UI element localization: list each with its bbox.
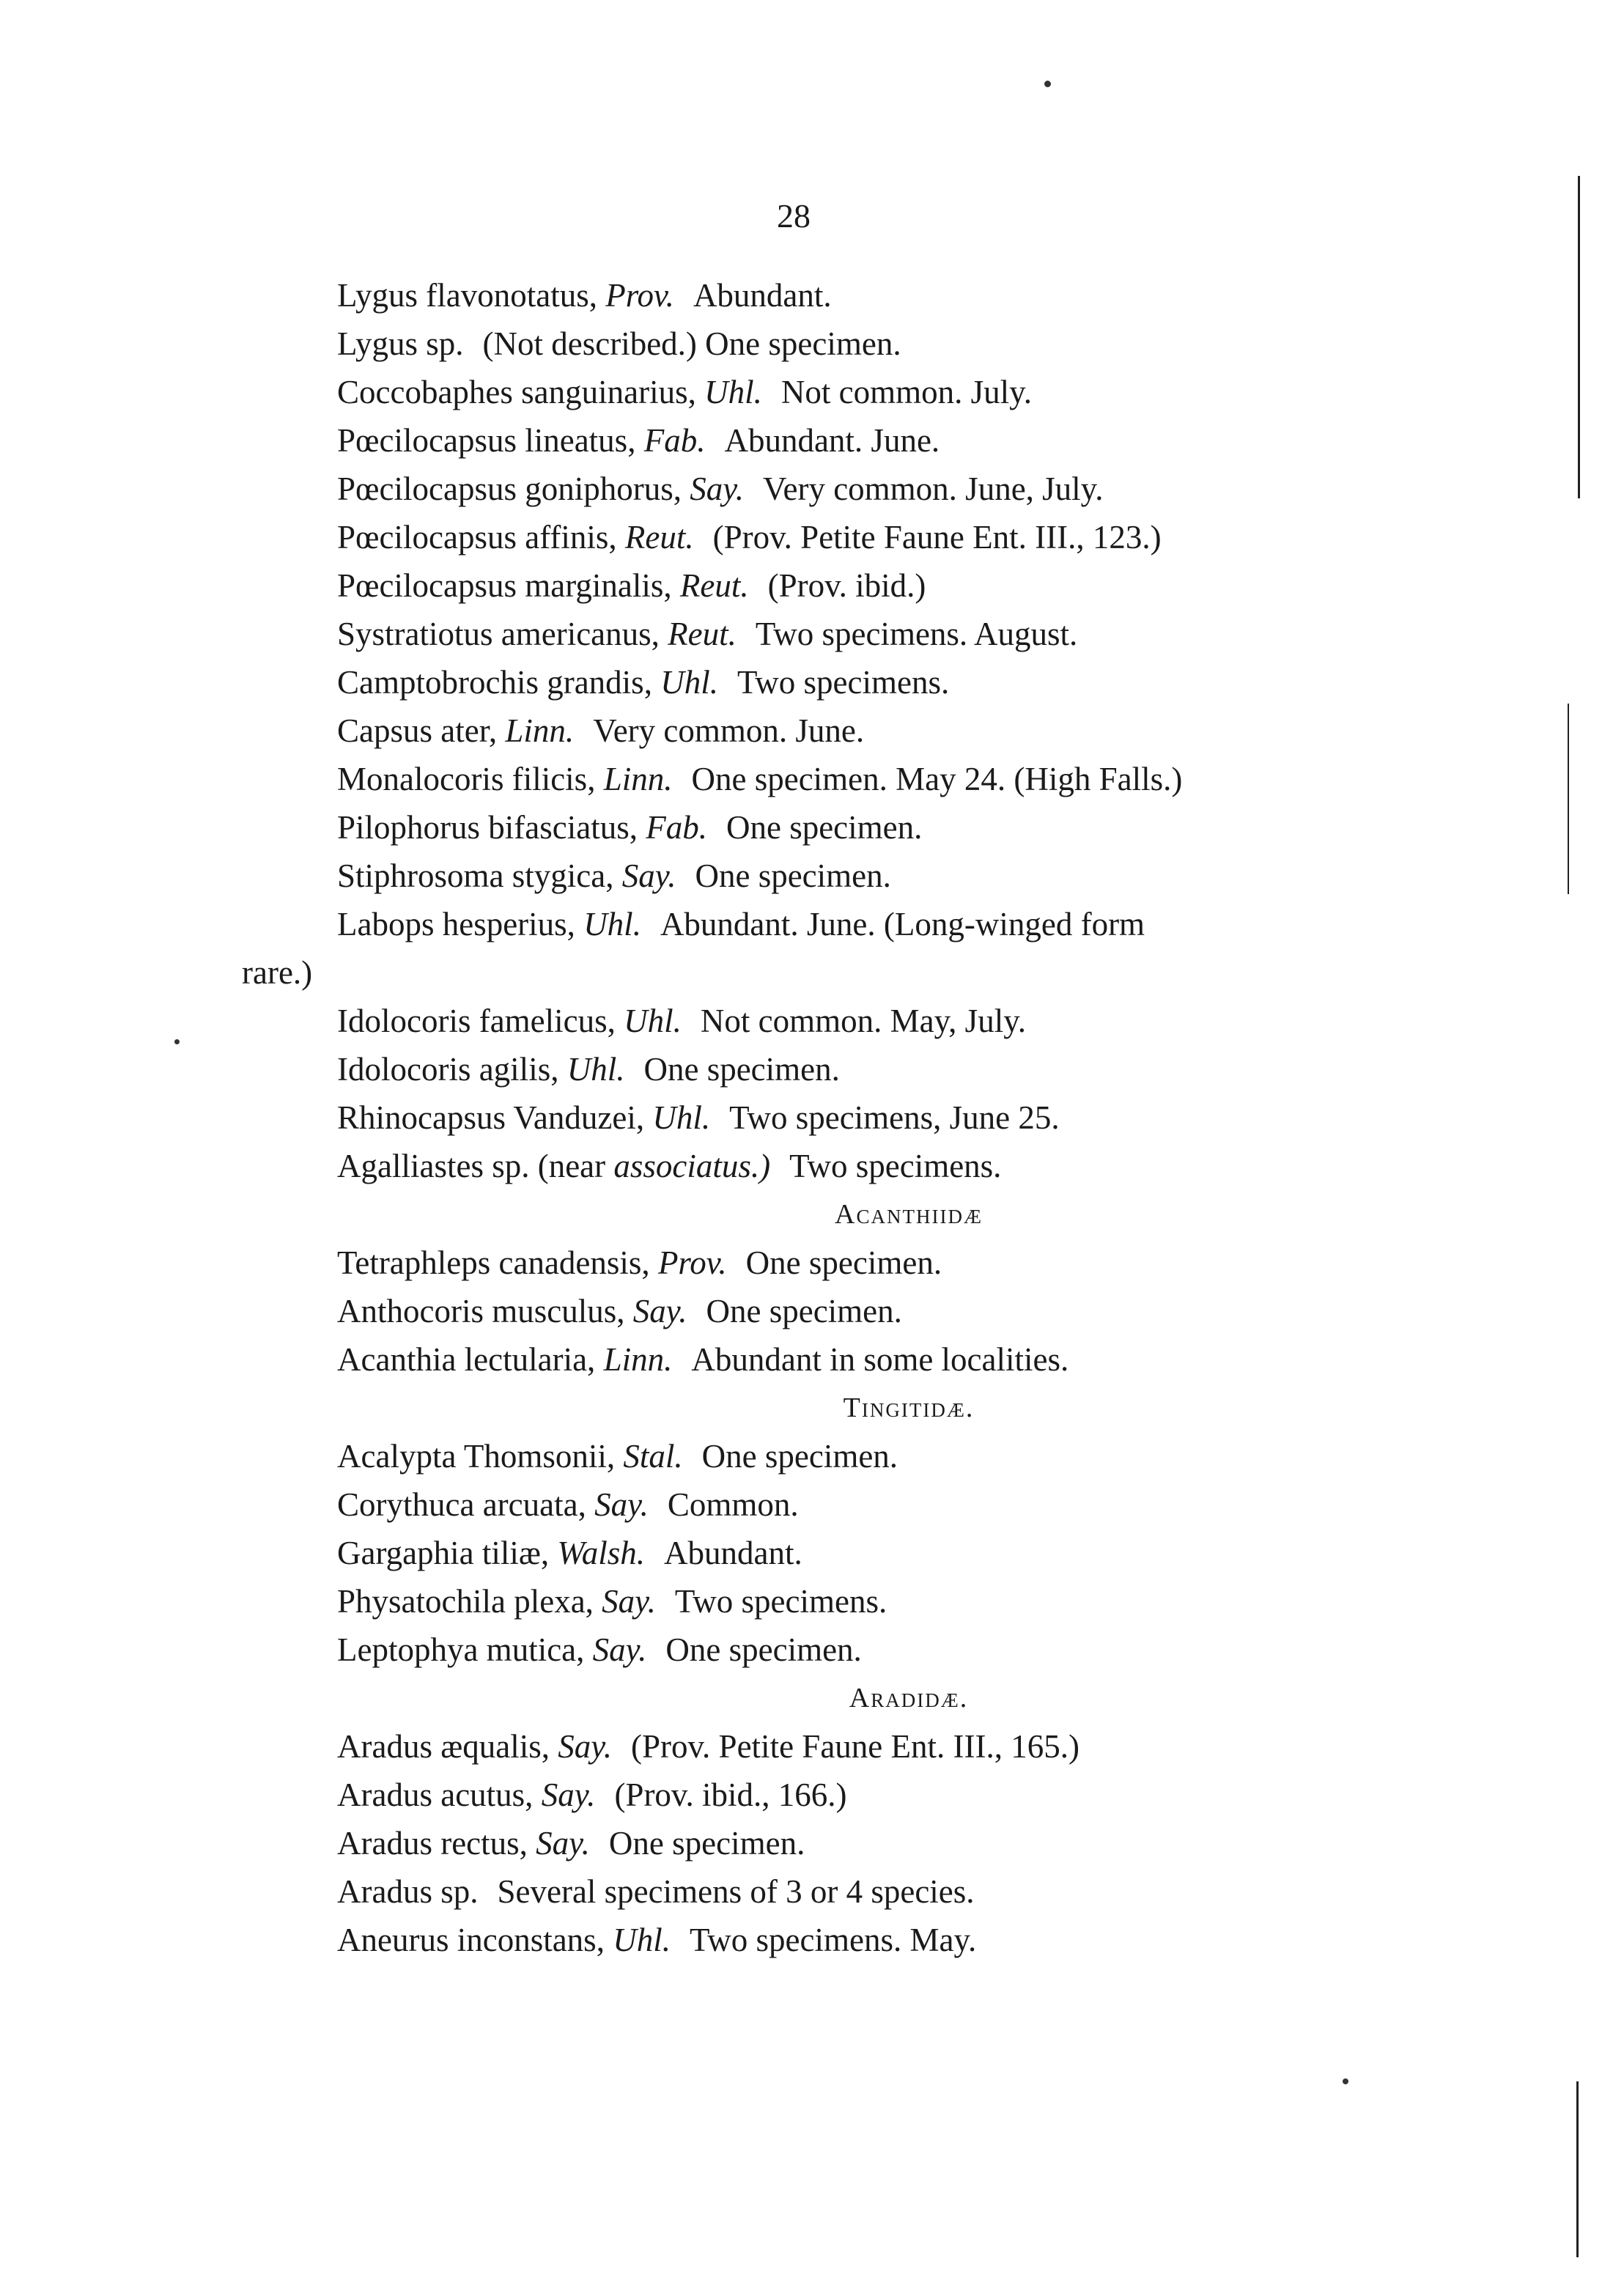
- species-note: (Not described.) One specimen.: [482, 325, 901, 362]
- species-name: Agalliastes sp. (near: [337, 1148, 606, 1184]
- species-author: Linn.: [603, 761, 673, 797]
- species-name: Pœcilocapsus marginalis,: [337, 567, 672, 604]
- species-entry: [242, 1287, 1429, 1335]
- species-entry: [242, 1239, 1429, 1287]
- species-name: Stiphrosoma stygica,: [337, 857, 614, 894]
- species-note: Two specimens.: [789, 1148, 1002, 1184]
- species-entry: [242, 658, 1429, 706]
- species-author: Fab.: [643, 422, 706, 459]
- species-entry: [242, 803, 1429, 852]
- species-name: Pœcilocapsus lineatus,: [337, 422, 636, 459]
- species-author: Uhl.: [652, 1099, 711, 1136]
- species-note: Abundant in some localities.: [691, 1341, 1069, 1378]
- species-name: Lygus sp.: [337, 325, 464, 362]
- species-author: Say.: [602, 1583, 656, 1620]
- species-name: Corythuca arcuata,: [337, 1486, 586, 1523]
- species-entry: [242, 610, 1429, 658]
- species-author: Uhl.: [624, 1003, 682, 1039]
- species-note: Two specimens. August.: [755, 616, 1078, 652]
- species-entry: [242, 706, 1429, 755]
- species-author: Say.: [592, 1631, 647, 1668]
- species-entry: [242, 1626, 1429, 1674]
- species-note: (Prov. Petite Faune Ent. III., 165.): [630, 1728, 1079, 1765]
- species-name: Aradus acutus,: [337, 1777, 534, 1813]
- species-name: Coccobaphes sanguinarius,: [337, 374, 696, 410]
- species-list: [242, 271, 1429, 1964]
- species-note: Very common. June, July.: [762, 471, 1104, 507]
- species-note: Very common. June.: [593, 712, 865, 749]
- species-entry: [242, 1916, 1429, 1964]
- species-author: Say.: [632, 1293, 687, 1329]
- species-name: Systratiotus americanus,: [337, 616, 660, 652]
- species-note: One specimen.: [701, 1438, 898, 1475]
- continuation-line: rare.): [242, 954, 313, 991]
- species-author: Say.: [541, 1777, 596, 1813]
- entry-group-aradidae: [242, 1722, 1429, 1964]
- section-heading-acanthiidae: Acanthiidæ: [835, 1199, 983, 1230]
- entry-group-capsidae-continued: [242, 997, 1429, 1190]
- species-author: Reut.: [668, 616, 737, 652]
- species-note: Two specimens. May.: [689, 1922, 977, 1958]
- species-note: Not common. July.: [780, 374, 1032, 410]
- species-entry: [242, 1045, 1429, 1093]
- species-author: Linn.: [505, 712, 575, 749]
- species-note: One specimen.: [643, 1051, 840, 1088]
- species-note: Two specimens.: [737, 664, 950, 701]
- species-note: Two specimens, June 25.: [729, 1099, 1060, 1136]
- species-note: (Prov. Petite Faune Ent. III., 123.): [712, 519, 1162, 556]
- species-author: Say.: [558, 1728, 612, 1765]
- species-author: associatus.): [613, 1148, 771, 1184]
- species-entry: [242, 271, 1429, 320]
- species-name: Camptobrochis grandis,: [337, 664, 652, 701]
- species-author: Reut.: [679, 567, 749, 604]
- species-entry: [242, 1577, 1429, 1626]
- species-note: One specimen. May 24. (High Falls.): [691, 761, 1183, 797]
- species-name: Gargaphia tiliæ,: [337, 1535, 550, 1571]
- species-author: Stal.: [623, 1438, 683, 1475]
- species-name: Monalocoris filicis,: [337, 761, 596, 797]
- scan-speck: [174, 1039, 180, 1044]
- species-entry: [242, 900, 1429, 948]
- species-name: Acanthia lectularia,: [337, 1341, 596, 1378]
- species-note: Abundant. June.: [724, 422, 940, 459]
- species-name: Idolocoris famelicus,: [337, 1003, 616, 1039]
- scan-speck: [1343, 2078, 1348, 2084]
- species-note: One specimen.: [706, 1293, 902, 1329]
- species-note: One specimen.: [726, 809, 923, 846]
- species-note: Two specimens.: [674, 1583, 887, 1620]
- species-note: (Prov. ibid., 166.): [614, 1777, 847, 1813]
- species-entry: [242, 852, 1429, 900]
- species-entry: [242, 1335, 1429, 1384]
- species-name: Acalypta Thomsonii,: [337, 1438, 616, 1475]
- page-number: 28: [777, 197, 811, 235]
- species-author: Uhl.: [583, 906, 641, 942]
- species-note: Abundant.: [693, 277, 832, 314]
- species-note: Common.: [667, 1486, 799, 1523]
- section-heading-tingitidae: Tingitidæ.: [843, 1392, 975, 1423]
- species-author: Uhl.: [566, 1051, 625, 1088]
- species-entry: [242, 416, 1429, 465]
- section-heading-aradidae: Aradidæ.: [849, 1683, 969, 1713]
- species-author: Prov.: [605, 277, 674, 314]
- species-entry: [242, 513, 1429, 561]
- species-name: Pœcilocapsus goniphorus,: [337, 471, 682, 507]
- species-author: Fab.: [646, 809, 707, 846]
- species-entry: [242, 1867, 1429, 1916]
- species-author: Reut.: [624, 519, 694, 556]
- scan-speck: [1044, 81, 1051, 87]
- species-name: Rhinocapsus Vanduzei,: [337, 1099, 645, 1136]
- species-author: Say.: [536, 1825, 590, 1862]
- species-note: Abundant.: [664, 1535, 802, 1571]
- species-note: (Prov. ibid.): [767, 567, 926, 604]
- species-author: Uhl.: [704, 374, 762, 410]
- species-author: Uhl.: [660, 664, 718, 701]
- species-note: One specimen.: [745, 1244, 942, 1281]
- species-entry: [242, 368, 1429, 416]
- species-name: Labops hesperius,: [337, 906, 575, 942]
- species-author: Walsh.: [557, 1535, 645, 1571]
- entry-group-capsidae: [242, 271, 1429, 948]
- species-note: Several specimens of 3 or 4 species.: [497, 1873, 975, 1910]
- species-author: Linn.: [603, 1341, 673, 1378]
- scan-edge-line: [1576, 2081, 1579, 2257]
- species-entry: [242, 1529, 1429, 1577]
- species-note: Not common. May, July.: [700, 1003, 1027, 1039]
- entry-group-tingitidae: [242, 1432, 1429, 1674]
- species-author: Uhl.: [613, 1922, 671, 1958]
- species-note: One specimen.: [608, 1825, 805, 1862]
- species-entry: [242, 1093, 1429, 1142]
- species-name: Aradus sp.: [337, 1873, 479, 1910]
- species-entry: [242, 755, 1429, 803]
- species-entry: [242, 465, 1429, 513]
- species-entry: [242, 997, 1429, 1045]
- species-name: Capsus ater,: [337, 712, 498, 749]
- species-entry: [242, 1722, 1429, 1771]
- species-name: Idolocoris agilis,: [337, 1051, 559, 1088]
- species-author: Say.: [621, 857, 676, 894]
- species-entry: [242, 1771, 1429, 1819]
- species-name: Aradus rectus,: [337, 1825, 528, 1862]
- species-name: Physatochila plexa,: [337, 1583, 594, 1620]
- species-author: Say.: [690, 471, 744, 507]
- species-note: One specimen.: [695, 857, 891, 894]
- species-entry: [242, 561, 1429, 610]
- species-entry: [242, 1432, 1429, 1480]
- species-name: Aradus æqualis,: [337, 1728, 550, 1765]
- scan-edge-line: [1568, 704, 1569, 894]
- species-entry: [242, 320, 1429, 368]
- species-author: Say.: [594, 1486, 649, 1523]
- species-entry: [242, 1480, 1429, 1529]
- scan-edge-line: [1578, 176, 1580, 498]
- species-name: Anthocoris musculus,: [337, 1293, 625, 1329]
- species-name: Pœcilocapsus affinis,: [337, 519, 617, 556]
- species-note: One specimen.: [665, 1631, 862, 1668]
- species-name: Aneurus inconstans,: [337, 1922, 605, 1958]
- species-name: Lygus flavonotatus,: [337, 277, 597, 314]
- entry-group-acanthiidae: [242, 1239, 1429, 1384]
- species-name: Pilophorus bifasciatus,: [337, 809, 638, 846]
- species-note: Abundant. June. (Long-winged form: [660, 906, 1145, 942]
- species-entry: [242, 1819, 1429, 1867]
- species-name: Leptophya mutica,: [337, 1631, 585, 1668]
- species-entry: [242, 1142, 1429, 1190]
- species-name: Tetraphleps canadensis,: [337, 1244, 650, 1281]
- species-author: Prov.: [657, 1244, 727, 1281]
